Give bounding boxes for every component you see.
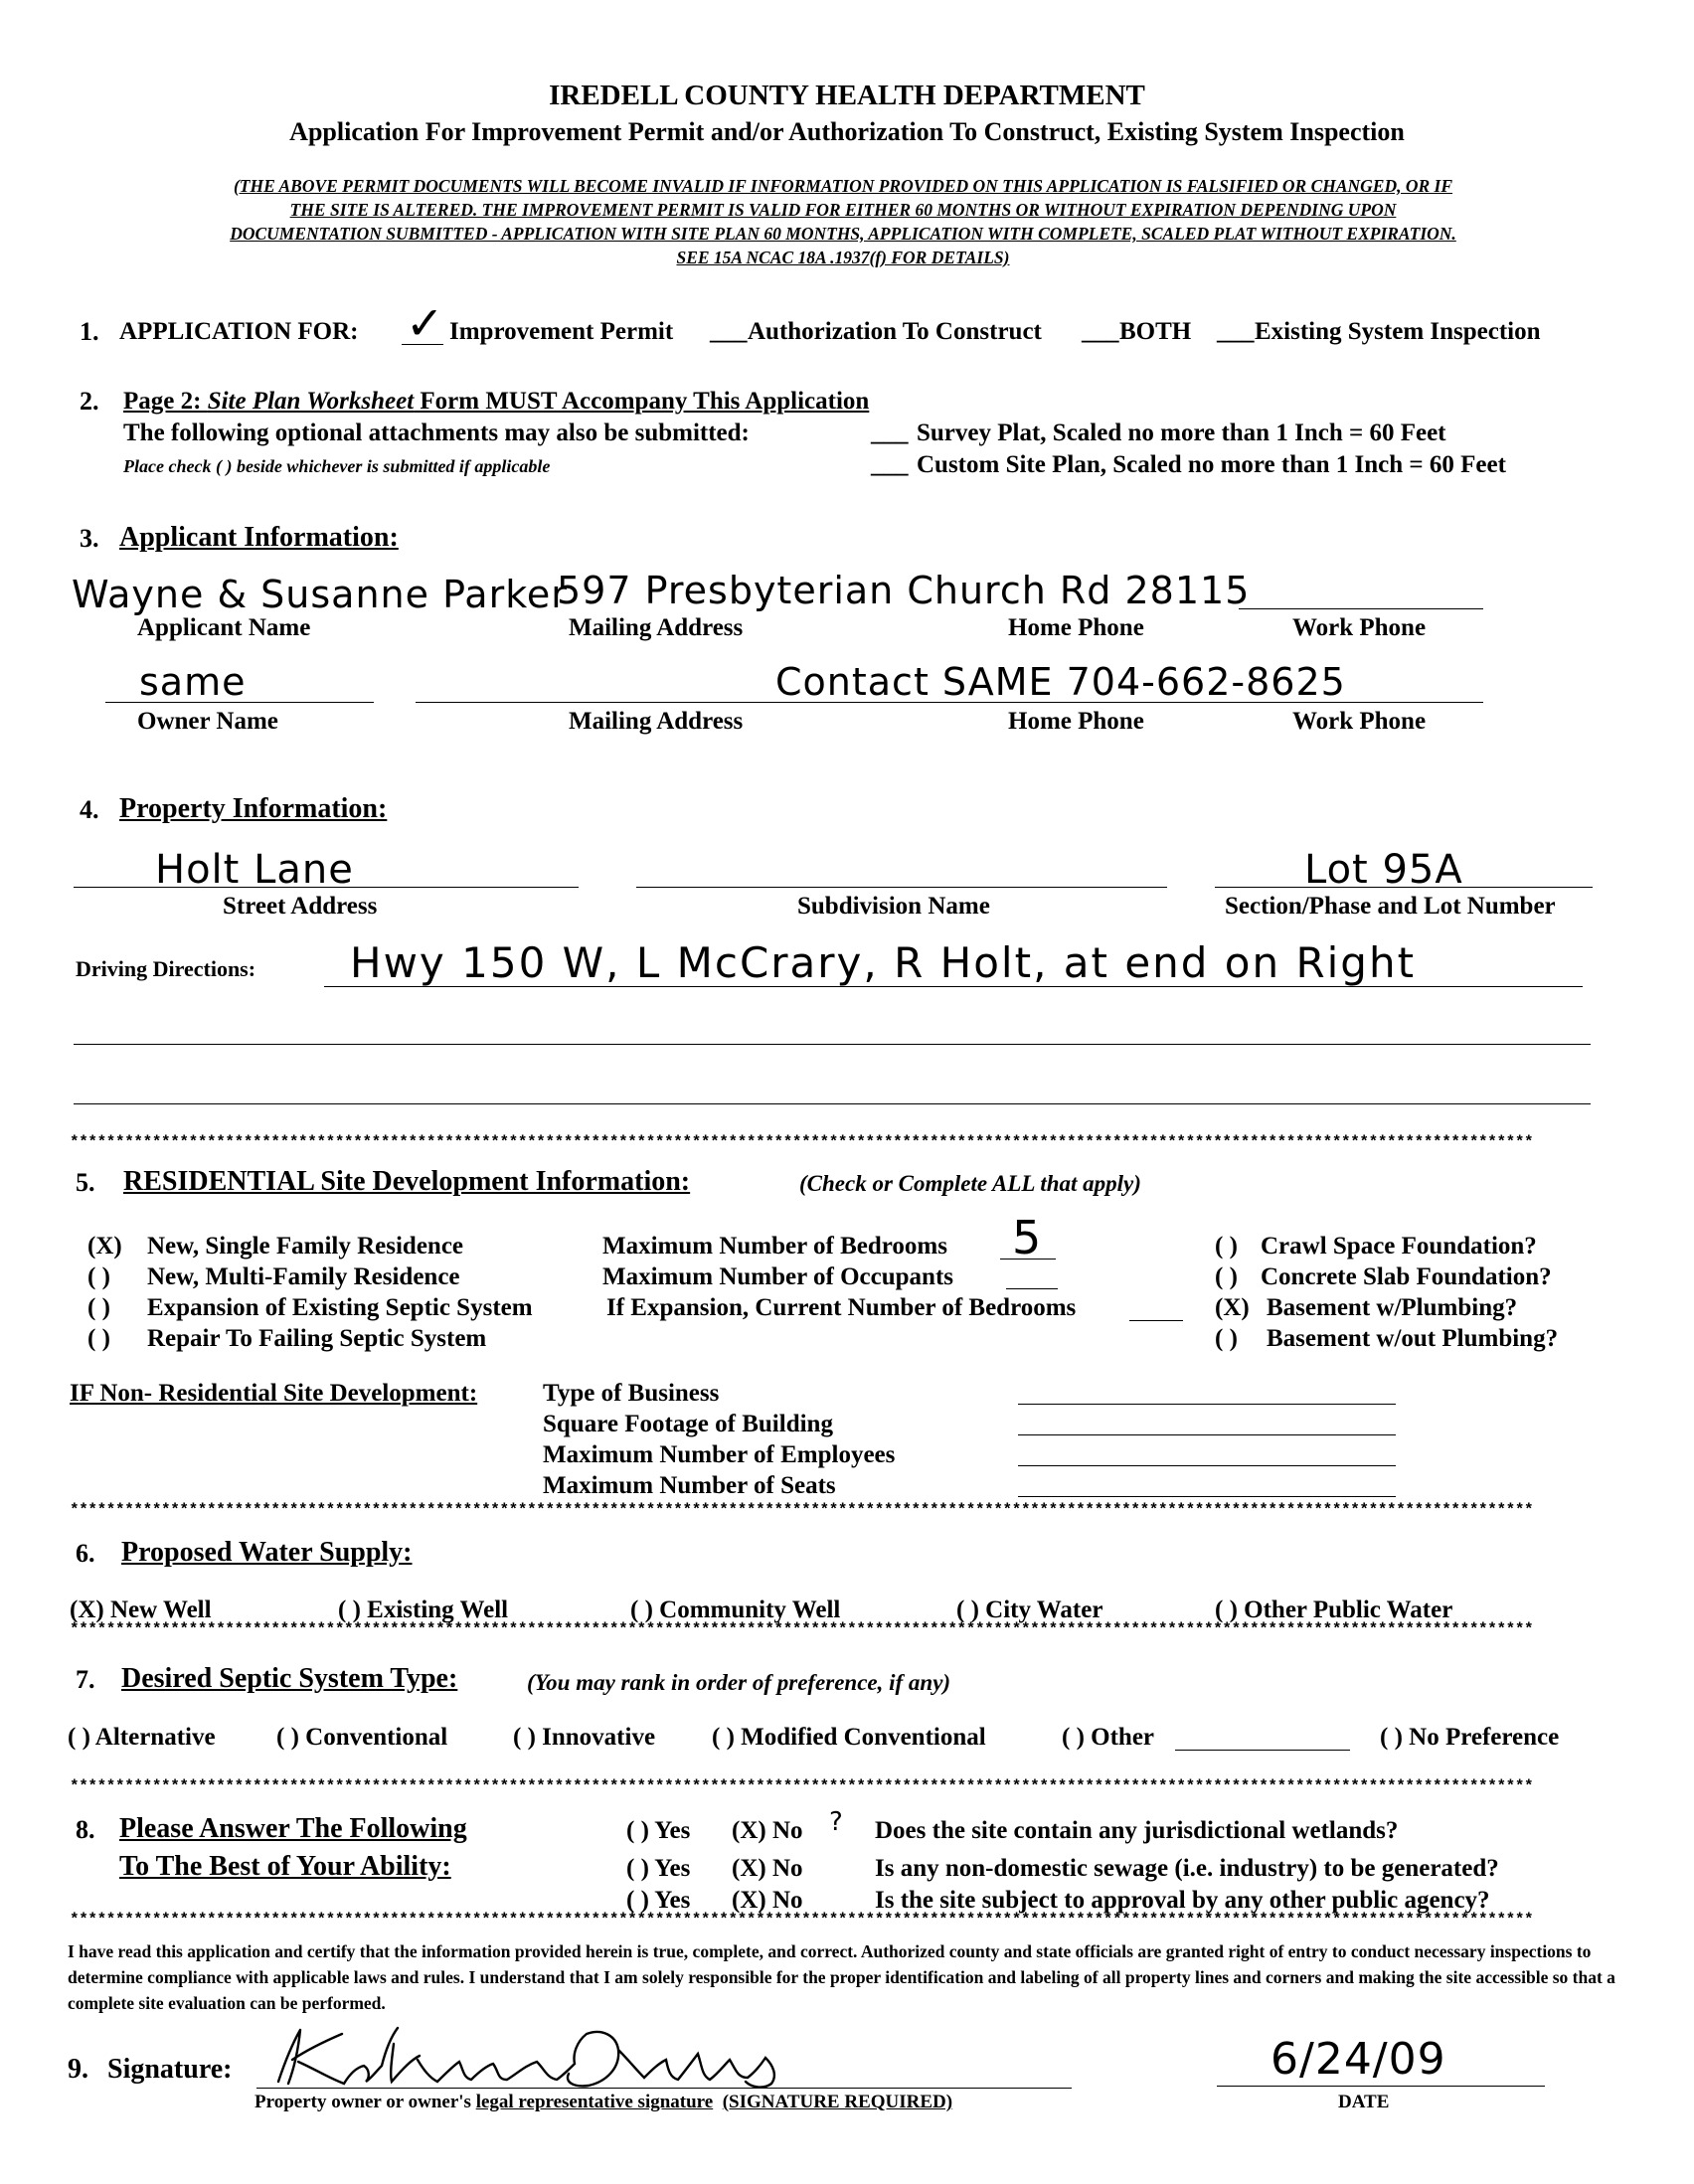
- option-basement-plumbing: Basement w/Plumbing?: [1267, 1294, 1518, 1321]
- option-improvement-permit: Improvement Permit: [449, 318, 674, 345]
- applicant-name-label: Applicant Name: [137, 614, 311, 641]
- handwritten-signature: [258, 2020, 815, 2096]
- checkbox-mark: ( ): [87, 1294, 110, 1321]
- section-number: 7.: [76, 1665, 95, 1694]
- option-concrete-slab: Concrete Slab Foundation?: [1261, 1263, 1552, 1290]
- non-residential-label: IF Non- Residential Site Development:: [70, 1380, 478, 1407]
- water-supply-heading: Proposed Water Supply:: [121, 1537, 413, 1568]
- date-value: 6/24/09: [1270, 2034, 1446, 2085]
- property-info-heading: Property Information:: [119, 793, 388, 824]
- max-employees-label: Maximum Number of Employees: [543, 1441, 896, 1468]
- septic-option-other: ( ) Other: [1062, 1724, 1155, 1751]
- checkbox-mark: ( ): [1215, 1233, 1238, 1260]
- blank-line: [74, 1103, 1591, 1104]
- checkbox-mark: (X): [1215, 1294, 1250, 1321]
- option-crawl-space: Crawl Space Foundation?: [1261, 1233, 1537, 1260]
- optional-attachments-text: The following optional attachments may also be submitted:: [123, 420, 750, 446]
- section-lot-label: Section/Phase and Lot Number: [1225, 893, 1556, 920]
- driving-directions-label: Driving Directions:: [76, 956, 256, 981]
- option-repair: Repair To Failing Septic System: [147, 1325, 487, 1352]
- max-bedrooms-value: 5: [1012, 1211, 1043, 1264]
- work-phone-label: Work Phone: [1292, 614, 1427, 641]
- custom-site-plan-option: Custom Site Plan, Scaled no more than 1 Inch = 60 Feet: [917, 451, 1506, 478]
- max-bedrooms-label: Maximum Number of Bedrooms: [602, 1233, 947, 1260]
- blank-line: [105, 702, 374, 703]
- section-number: 5.: [76, 1168, 95, 1197]
- signature-caption: [254, 2092, 952, 2113]
- answer-heading-line1: Please Answer The Following: [119, 1813, 467, 1844]
- separator-stars: ****************************************************************************************************************************************************************: [70, 1911, 1534, 1929]
- no-option: (X) No: [732, 1855, 803, 1882]
- home-phone-label: Home Phone: [1008, 708, 1144, 735]
- water-option-other-public: ( ) Other Public Water: [1215, 1596, 1453, 1623]
- blank-line: [1018, 1465, 1396, 1466]
- blank-line: [324, 986, 1583, 987]
- option-existing-system-inspection: Existing System Inspection: [1255, 318, 1541, 345]
- blank-line: [74, 1044, 1591, 1045]
- blank-line: [1018, 1434, 1396, 1435]
- date-line: [1217, 2086, 1545, 2087]
- blank-line: [1018, 1404, 1396, 1405]
- home-phone-label: Home Phone: [1008, 614, 1144, 641]
- blank: ___: [710, 318, 748, 345]
- blank-line: [1239, 608, 1483, 609]
- blank-line: [402, 344, 443, 345]
- heading-part: Form MUST Accompany This Application: [414, 388, 870, 415]
- option-multi-family: New, Multi-Family Residence: [147, 1263, 460, 1290]
- max-occupants-label: Maximum Number of Occupants: [602, 1263, 954, 1290]
- department-title: IREDELL COUNTY HEALTH DEPARTMENT: [549, 80, 1145, 111]
- blank-line: [416, 702, 775, 703]
- checkbox-mark: ( ): [1215, 1325, 1238, 1352]
- question-non-domestic-sewage: Is any non-domestic sewage (i.e. industry) to be generated?: [875, 1855, 1499, 1882]
- mailing-address-label: Mailing Address: [569, 708, 744, 735]
- question-mark: ?: [829, 1807, 844, 1837]
- blank-line: [1018, 1496, 1396, 1497]
- section-number: 2.: [80, 387, 99, 416]
- checkbox-mark: (X): [87, 1233, 122, 1260]
- max-seats-label: Maximum Number of Seats: [543, 1472, 836, 1499]
- blank-line: [1215, 887, 1593, 888]
- question-wetlands: Does the site contain any jurisdictional wetlands?: [875, 1817, 1399, 1844]
- blank: ___: [1082, 318, 1119, 345]
- certification-text: I have read this application and certify that the information provided herein is true, complete, and correct. Authorized county and state officials are granted right of entry to conduct necessary inspections to determine compliance with applicable laws and rules. I understand that I am solely responsible for the proper identification and labeling of all property lines and corners and making the site accessible so that a complete site evaluation can be performed.: [68, 1941, 1615, 2013]
- septic-option-no-preference: ( ) No Preference: [1380, 1724, 1560, 1751]
- type-of-business-label: Type of Business: [543, 1380, 720, 1407]
- applicant-address-value: 597 Presbyterian Church Rd 28115: [557, 569, 1251, 612]
- separator-stars: ****************************************************************************************************************************************************************: [70, 1501, 1534, 1519]
- work-phone-label: Work Phone: [1292, 708, 1427, 735]
- checkbox-mark: ( ): [87, 1325, 110, 1352]
- section-number: 6.: [76, 1539, 95, 1568]
- septic-option-innovative: ( ) Innovative: [513, 1724, 656, 1751]
- residential-subheading: (Check or Complete ALL that apply): [799, 1171, 1141, 1196]
- water-option-existing-well: ( ) Existing Well: [338, 1596, 509, 1623]
- date-label: DATE: [1338, 2092, 1390, 2112]
- checkbox-mark: ( ): [87, 1263, 110, 1290]
- septic-option-modified: ( ) Modified Conventional: [712, 1724, 986, 1751]
- square-footage-label: Square Footage of Building: [543, 1411, 833, 1437]
- signature-line: [256, 2088, 1072, 2089]
- applicant-name-value: Wayne & Susanne Parker: [72, 573, 568, 616]
- blank-line: [1000, 1259, 1056, 1260]
- option-both: BOTH: [1119, 318, 1192, 345]
- street-address-value: Holt Lane: [155, 847, 354, 893]
- place-check-note: Place check ( ) beside whichever is submitted if applicable: [123, 456, 551, 476]
- blank-line: [636, 887, 1167, 888]
- checkbox-mark: ( ): [1215, 1263, 1238, 1290]
- septic-type-subheading: (You may rank in order of preference, if any): [527, 1670, 951, 1695]
- owner-name-label: Owner Name: [137, 708, 278, 735]
- septic-option-alternative: ( ) Alternative: [68, 1724, 216, 1751]
- blank-line: [1175, 1750, 1350, 1751]
- septic-type-heading: Desired Septic System Type:: [121, 1663, 458, 1694]
- blank-line: [1006, 1288, 1058, 1289]
- site-plan-heading: [123, 388, 869, 416]
- caption-part: Property owner or owner's: [254, 2092, 476, 2112]
- section-number: 8.: [76, 1815, 95, 1844]
- option-basement-no-plumbing: Basement w/out Plumbing?: [1267, 1325, 1559, 1352]
- survey-plat-option: Survey Plat, Scaled no more than 1 Inch = 60 Feet: [917, 420, 1446, 446]
- mailing-address-label: Mailing Address: [569, 614, 744, 641]
- section-number: 1.: [80, 317, 99, 346]
- water-option-new-well: (X) New Well: [70, 1596, 212, 1623]
- yes-option: ( ) Yes: [626, 1855, 691, 1882]
- heading-part: Site Plan Worksheet: [207, 388, 415, 415]
- current-bedrooms-label: If Expansion, Current Number of Bedrooms: [606, 1294, 1077, 1321]
- notice-block: [68, 174, 1618, 269]
- driving-directions-value: Hwy 150 W, L McCrary, R Holt, at end on Right: [350, 938, 1417, 987]
- option-single-family: New, Single Family Residence: [147, 1233, 464, 1260]
- check-mark: ✓: [406, 296, 445, 350]
- question-other-agency: Is the site subject to approval by any other public agency?: [875, 1887, 1490, 1914]
- notice-line: SEE 15A NCAC 18A .1937(f) FOR DETAILS): [676, 248, 1010, 267]
- caption-part: (SIGNATURE REQUIRED): [722, 2092, 953, 2112]
- no-option: (X) No: [732, 1887, 803, 1914]
- separator-stars: ****************************************************************************************************************************************************************: [70, 1133, 1534, 1151]
- blank: ___: [1217, 318, 1255, 345]
- yes-option: ( ) Yes: [626, 1817, 691, 1844]
- answer-heading-line2: To The Best of Your Ability:: [119, 1851, 451, 1882]
- option-authorization-to-construct: Authorization To Construct: [748, 318, 1042, 345]
- section-number: 4.: [80, 795, 99, 824]
- separator-stars: ****************************************************************************************************************************************************************: [70, 1620, 1534, 1638]
- blank: ___: [871, 451, 909, 478]
- owner-name-value: same: [139, 660, 247, 704]
- form-title: Application For Improvement Permit and/or Authorization To Construct, Existing System Inspection: [289, 117, 1405, 146]
- signature-label: Signature:: [107, 2054, 233, 2085]
- street-address-label: Street Address: [223, 893, 378, 920]
- separator-stars: ****************************************************************************************************************************************************************: [70, 1777, 1534, 1795]
- section-number: 9.: [68, 2054, 88, 2085]
- heading-part: Page 2:: [123, 388, 208, 415]
- notice-line: THE SITE IS ALTERED. THE IMPROVEMENT PERMIT IS VALID FOR EITHER 60 MONTHS OR WITHOUT EXPIRATION DEPENDING UPON: [289, 200, 1397, 220]
- applicant-info-heading: Applicant Information:: [119, 522, 399, 553]
- water-option-community-well: ( ) Community Well: [630, 1596, 841, 1623]
- no-option: (X) No: [732, 1817, 803, 1844]
- blank-line: [1129, 1320, 1183, 1321]
- section-number: 3.: [80, 524, 99, 553]
- septic-option-conventional: ( ) Conventional: [276, 1724, 448, 1751]
- lot-number-value: Lot 95A: [1304, 847, 1463, 893]
- yes-option: ( ) Yes: [626, 1887, 691, 1914]
- residential-heading: RESIDENTIAL Site Development Information:: [123, 1166, 691, 1197]
- blank-line: [775, 702, 1483, 703]
- water-option-city-water: ( ) City Water: [956, 1596, 1103, 1623]
- caption-part: legal representative signature: [475, 2092, 714, 2112]
- blank-line: [74, 887, 579, 888]
- application-for-label: APPLICATION FOR:: [119, 318, 359, 345]
- notice-line: (THE ABOVE PERMIT DOCUMENTS WILL BECOME INVALID IF INFORMATION PROVIDED ON THIS APPLICATION IS FALSIFIED OR CHANGED, OR IF: [233, 176, 1453, 196]
- notice-line: DOCUMENTATION SUBMITTED - APPLICATION WITH SITE PLAN 60 MONTHS, APPLICATION WITH COMPLETE, SCALED PLAT WITHOUT EXPIRATION.: [230, 224, 1456, 244]
- owner-contact-value: Contact SAME 704-662-8625: [775, 660, 1346, 704]
- subdivision-name-label: Subdivision Name: [797, 893, 990, 920]
- option-expansion: Expansion of Existing Septic System: [147, 1294, 533, 1321]
- blank: ___: [871, 420, 909, 446]
